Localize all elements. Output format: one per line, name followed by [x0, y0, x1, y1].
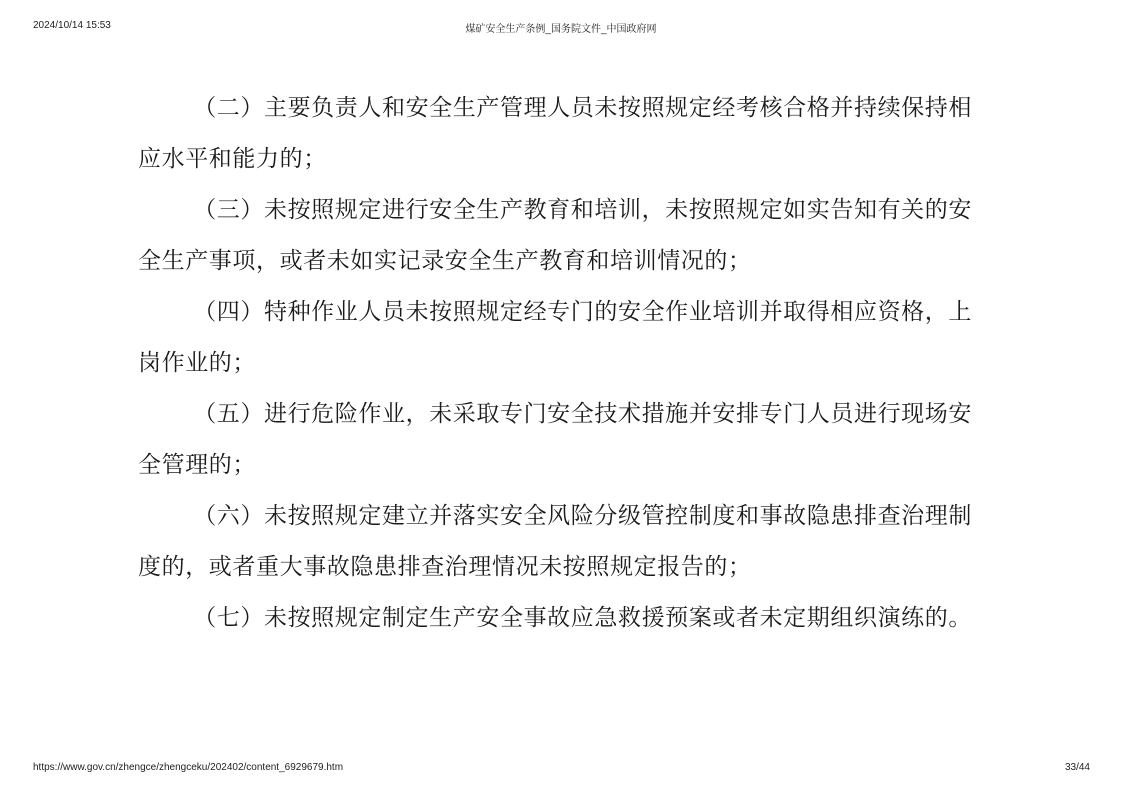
document-title: 煤矿安全生产条例_国务院文件_中国政府网: [465, 24, 657, 35]
clause-3: （三）未按照规定进行安全生产教育和培训，未按照规定如实告知有关的安全生产事项，或者未如实记录安全生产教育和培训情况的；: [138, 197, 972, 274]
clause-5: （五）进行危险作业，未采取专门安全技术措施并安排专门人员进行现场安全管理的；: [138, 401, 972, 478]
clause-6: （六）未按照规定建立并落实安全风险分级管控制度和事故隐患排查治理制度的，或者重大事故隐患排查治理情况未按照规定报告的；: [138, 503, 972, 580]
clause-4: （四）特种作业人员未按照规定经专门的安全作业培训并取得相应资格，上岗作业的；: [138, 299, 972, 376]
page-number: 33/44: [1064, 762, 1090, 773]
print-header: [0, 20, 1122, 34]
print-datetime: 2024/10/14 15:53: [33, 20, 111, 31]
source-url: https://www.gov.cn/zhengce/zhengceku/202402/content_6929679.htm: [33, 762, 344, 773]
clause-7: （七）未按照规定制定生产安全事故应急救援预案或者未定期组织演练的。: [193, 605, 972, 631]
document-body: [138, 83, 990, 644]
print-footer: [0, 762, 1122, 776]
clause-2: （二）主要负责人和安全生产管理人员未按照规定经考核合格并持续保持相应水平和能力的；: [138, 95, 972, 172]
